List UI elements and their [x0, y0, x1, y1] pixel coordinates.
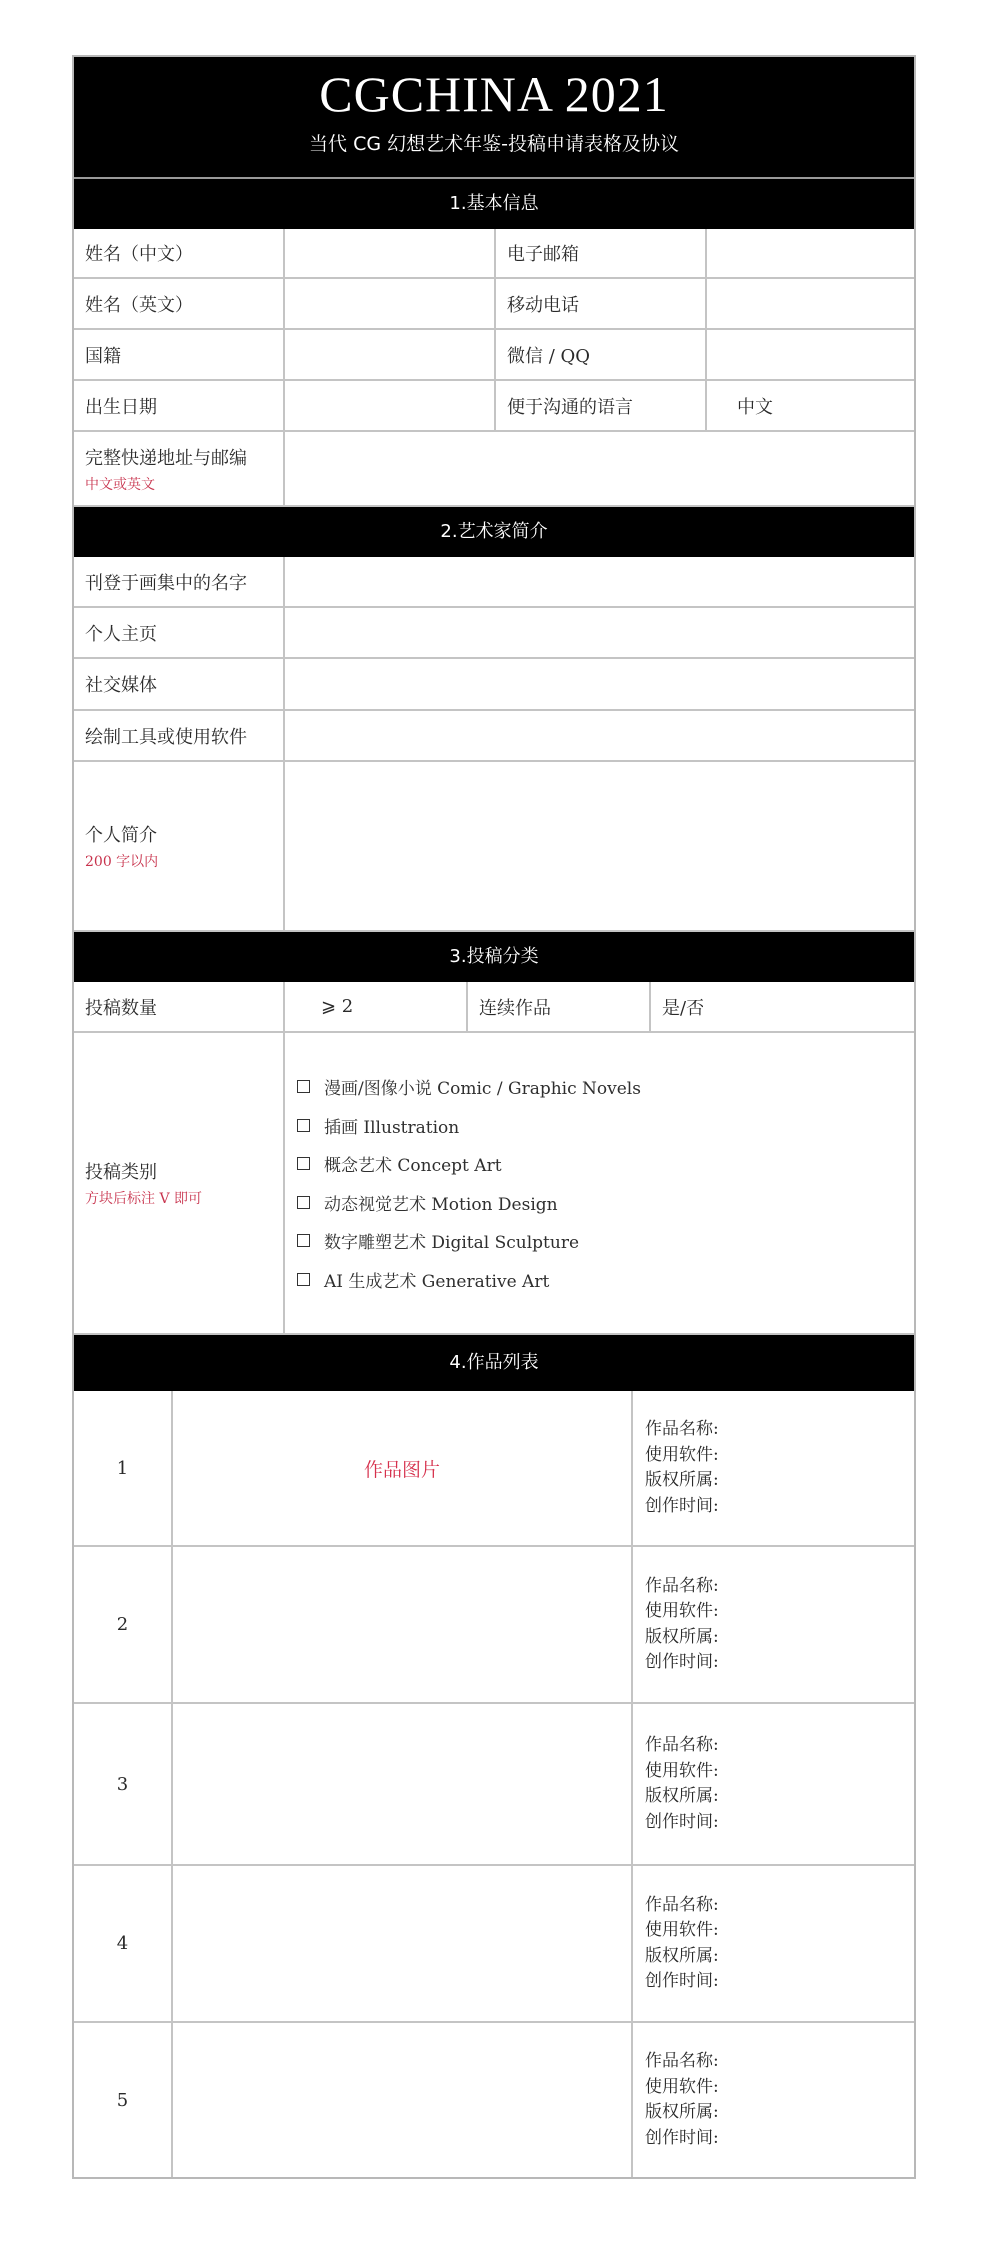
checkbox-icon[interactable]: [297, 1157, 310, 1170]
work-info[interactable]: [633, 1547, 914, 1702]
field-hint: 中文或英文: [85, 476, 155, 493]
work-info[interactable]: [633, 1866, 914, 2021]
category-option[interactable]: [297, 1145, 914, 1184]
creation-date-label: 创作时间:: [645, 1495, 719, 1516]
checkbox-icon[interactable]: [297, 1234, 310, 1247]
form-title: CGCHINA 2021: [319, 66, 669, 122]
work-number: 3: [74, 1704, 173, 1864]
software-label: 使用软件:: [645, 1760, 719, 1781]
email-field[interactable]: [707, 229, 914, 277]
tools-software-field[interactable]: [285, 711, 914, 760]
copyright-label: 版权所属:: [645, 1945, 719, 1966]
category-option[interactable]: [297, 1260, 914, 1299]
checkbox-icon[interactable]: [297, 1196, 310, 1209]
table-row: [74, 982, 914, 1033]
table-row: [74, 279, 914, 330]
section-basic-info-header: 1.基本信息: [74, 179, 914, 229]
creation-date-label: 创作时间:: [645, 2127, 719, 2148]
checkbox-icon[interactable]: [297, 1080, 310, 1093]
table-row: [74, 432, 914, 507]
chinese-name-field[interactable]: [285, 229, 496, 277]
wechat-qq-field[interactable]: [707, 330, 914, 379]
field-label: 国籍: [74, 330, 285, 379]
field-label: 微信 / QQ: [496, 330, 707, 379]
field-label: 投稿数量: [74, 982, 285, 1031]
work-info[interactable]: [633, 1704, 914, 1864]
table-row: [74, 381, 914, 432]
table-row: [74, 659, 914, 711]
work-image-slot[interactable]: [173, 1704, 633, 1864]
field-hint: 200 字以内: [85, 854, 159, 870]
work-image-slot[interactable]: [173, 2023, 633, 2177]
category-label-cell: [74, 1033, 285, 1333]
work-row: [74, 1547, 914, 1704]
table-row: [74, 330, 914, 381]
software-label: 使用软件:: [645, 1601, 719, 1621]
field-label: 便于沟通的语言: [496, 381, 707, 430]
work-image-slot[interactable]: [173, 1866, 633, 2021]
copyright-label: 版权所属:: [645, 1786, 719, 1806]
submission-count-field[interactable]: ⩾ 2: [285, 982, 468, 1031]
option-label: 插画 Illustration: [324, 1117, 460, 1138]
field-label: 电子邮箱: [496, 229, 707, 277]
field-label: 出生日期: [74, 381, 285, 430]
table-row: [74, 557, 914, 608]
creation-date-label: 创作时间:: [645, 1811, 719, 1832]
field-label: 刊登于画集中的名字: [74, 557, 285, 606]
category-option[interactable]: [297, 1106, 914, 1145]
section-works-list-header: 4.作品列表: [74, 1335, 914, 1391]
work-row: [74, 2023, 914, 2177]
field-label: 社交媒体: [74, 659, 285, 709]
form-header: [74, 57, 914, 179]
field-label: 移动电话: [496, 279, 707, 328]
category-option[interactable]: [297, 1068, 914, 1107]
copyright-label: 版权所属:: [645, 1626, 719, 1647]
table-row: [74, 711, 914, 762]
field-label: 完整快递地址与邮编: [85, 447, 247, 469]
option-label: 数字雕塑艺术 Digital Sculpture: [324, 1233, 579, 1254]
social-media-field[interactable]: [285, 659, 914, 709]
software-label: 使用软件:: [645, 1920, 719, 1940]
copyright-label: 版权所属:: [645, 1470, 719, 1490]
series-yes-no-field[interactable]: 是/否: [662, 997, 705, 1019]
work-title-label: 作品名称:: [645, 1735, 719, 1755]
nationality-field[interactable]: [285, 330, 496, 379]
birth-date-field[interactable]: [285, 381, 496, 430]
work-number: 4: [74, 1866, 173, 2021]
section-artist-profile-header: 2.艺术家简介: [74, 507, 914, 557]
field-label: 姓名（中文）: [74, 229, 285, 277]
option-label: 动态视觉艺术 Motion Design: [324, 1194, 558, 1215]
work-title-label: 作品名称:: [645, 1419, 719, 1439]
field-label: 个人主页: [74, 608, 285, 657]
work-number: 2: [74, 1547, 173, 1702]
mobile-phone-field[interactable]: [707, 279, 914, 328]
work-row: [74, 1704, 914, 1866]
bio-label-cell: [74, 762, 285, 930]
table-row: [74, 229, 914, 279]
option-label: 概念艺术 Concept Art: [324, 1156, 502, 1177]
software-label: 使用软件:: [645, 1444, 719, 1465]
submission-form: [72, 55, 916, 2179]
field-label: 姓名（英文）: [74, 279, 285, 328]
language-field[interactable]: 中文: [737, 396, 773, 418]
published-name-field[interactable]: [285, 557, 914, 606]
work-info[interactable]: [633, 2023, 914, 2177]
work-number: 1: [74, 1391, 173, 1545]
address-field[interactable]: [285, 432, 914, 505]
work-image-slot[interactable]: [173, 1547, 633, 1702]
image-placeholder-label: 作品图片: [363, 1458, 440, 1481]
field-label: 绘制工具或使用软件: [74, 711, 285, 760]
english-name-field[interactable]: [285, 279, 496, 328]
form-subtitle: 当代 CG 幻想艺术年鉴-投稿申请表格及协议: [309, 133, 679, 155]
field-label: 连续作品: [468, 982, 651, 1031]
field-label: 个人简介: [85, 825, 157, 846]
work-row: [74, 1866, 914, 2023]
work-title-label: 作品名称:: [645, 1894, 719, 1915]
work-info[interactable]: [633, 1391, 914, 1545]
checkbox-icon[interactable]: [297, 1119, 310, 1132]
table-row: [74, 1033, 914, 1335]
work-row: [74, 1391, 914, 1547]
table-row: [74, 608, 914, 659]
option-label: 漫画/图像小说 Comic / Graphic Novels: [324, 1079, 641, 1100]
table-row: [74, 762, 914, 932]
bio-field[interactable]: [285, 762, 914, 930]
field-hint: 方块后标注 V 即可: [85, 1191, 203, 1207]
category-checklist: [285, 1033, 914, 1333]
work-number: 5: [74, 2023, 173, 2177]
option-label: AI 生成艺术 Generative Art: [324, 1271, 550, 1292]
creation-date-label: 创作时间:: [645, 1652, 719, 1672]
section-category-header: 3.投稿分类: [74, 932, 914, 982]
work-title-label: 作品名称:: [645, 1575, 719, 1596]
work-title-label: 作品名称:: [645, 2051, 719, 2071]
field-label: 投稿类别: [85, 1162, 157, 1183]
creation-date-label: 创作时间:: [645, 1971, 719, 1991]
checkbox-icon[interactable]: [297, 1273, 310, 1286]
work-image-slot[interactable]: [173, 1391, 633, 1545]
software-label: 使用软件:: [645, 2076, 719, 2097]
address-label-cell: [74, 432, 285, 505]
copyright-label: 版权所属:: [645, 2102, 719, 2122]
category-option[interactable]: [297, 1183, 914, 1222]
category-option[interactable]: [297, 1222, 914, 1261]
homepage-field[interactable]: [285, 608, 914, 657]
